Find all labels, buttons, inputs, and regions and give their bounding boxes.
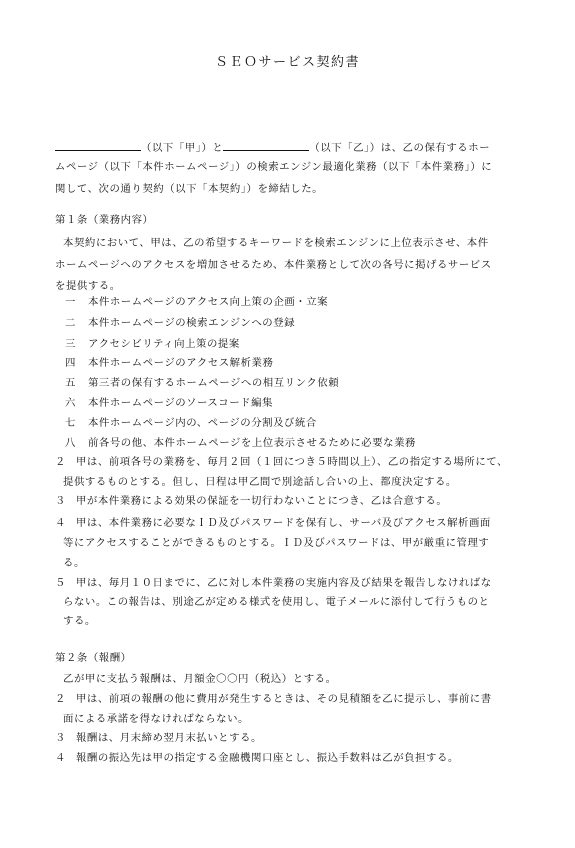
item-number: 四 bbox=[65, 357, 76, 369]
item-text: 本件ホームページのアクセス解析業務 bbox=[87, 357, 274, 369]
item-number: 六 bbox=[65, 397, 76, 409]
item-number: 三 bbox=[65, 338, 76, 350]
article-1-item bbox=[65, 376, 339, 390]
article-1-clause-5 bbox=[55, 576, 492, 590]
article-1-line: を提供する。 bbox=[55, 280, 121, 292]
article-1-item bbox=[65, 356, 273, 370]
clause-text: 甲は、毎月１０日までに、乙に対し本件業務の実施内容及び結果を報告しなければな bbox=[75, 577, 492, 589]
item-text: 前各号の他、本件ホームページを上位表示させるために必要な業務 bbox=[87, 437, 416, 449]
clause-text: 甲は、前項各号の業務を、毎月２回（１回につき５時間以上）、乙の指定する場所にて、 bbox=[75, 456, 508, 468]
article-1-heading: 第１条（業務内容） bbox=[55, 214, 154, 226]
item-text: 第三者の保有するホームページへの相互リンク依頼 bbox=[87, 377, 340, 389]
clause-number: ４ bbox=[55, 517, 66, 529]
clause-continuation: らない。この報告は、別途乙が定める様式を使用し、電子メールに添付して行うものと bbox=[63, 596, 490, 608]
preamble-text-1a: （以下「甲」）と bbox=[141, 142, 224, 154]
article-1-clause-3 bbox=[55, 494, 447, 508]
item-text: 本件ホームページのアクセス向上策の企画・立案 bbox=[87, 296, 329, 308]
clause-text: 甲は、本件業務に必要なＩＤ及びパスワードを保有し、サーバ及びアクセス解析画面 bbox=[75, 517, 491, 529]
item-number: 一 bbox=[65, 296, 76, 308]
clause-continuation: る。 bbox=[63, 557, 85, 569]
item-number: 八 bbox=[65, 437, 76, 449]
item-number: 二 bbox=[65, 317, 76, 329]
item-text: 本件ホームページのソースコード編集 bbox=[87, 397, 274, 409]
article-1-item bbox=[65, 436, 416, 450]
clause-continuation: 面による承諾を得なければならない。 bbox=[63, 713, 249, 725]
article-2-clause-2 bbox=[55, 692, 492, 706]
clause-number: ２ bbox=[55, 456, 66, 468]
clause-continuation: 提供するものとする。但し、日程は甲乙間で別途話し合いの上、都度決定する。 bbox=[63, 476, 457, 488]
clause-number: ２ bbox=[55, 693, 66, 705]
preamble-line-2: ムページ（以下「本件ホームページ」）の検索エンジン最適化業務（以下「本件業務」）に bbox=[55, 161, 493, 173]
clause-text: 甲が本件業務による効果の保証を一切行わないことにつき、乙は合意する。 bbox=[75, 495, 448, 507]
clause-number: ３ bbox=[55, 495, 66, 507]
clause-text: 報酬は、月末締め翌月末払いとする。 bbox=[75, 732, 262, 744]
article-2-clause-3 bbox=[55, 731, 262, 745]
article-2-heading: 第２条（報酬） bbox=[55, 652, 132, 664]
article-2-line: 乙が甲に支払う報酬は、月額金〇〇円（税込）とする。 bbox=[63, 673, 337, 685]
clause-number: ５ bbox=[55, 577, 66, 589]
article-1-clause-4 bbox=[55, 516, 491, 530]
document-title: ＳＥＯサービス契約書 bbox=[214, 55, 360, 70]
article-1-line: 本契約において、甲は、乙の希望するキーワードを検索エンジンに上位表示させ、本件 bbox=[63, 237, 489, 249]
preamble-line-1 bbox=[55, 140, 490, 155]
clause-text: 甲は、前項の報酬の他に費用が発生するときは、その見積額を乙に提示し、事前に書 bbox=[75, 693, 492, 705]
clause-continuation: 等にアクセスすることができるものとする。ＩＤ及びパスワードは、甲が厳重に管理す bbox=[63, 537, 490, 549]
article-1-item bbox=[65, 316, 295, 330]
article-1-item bbox=[65, 396, 273, 410]
article-1-clause-2 bbox=[55, 455, 508, 469]
item-text: 本件ホームページの検索エンジンへの登録 bbox=[87, 317, 296, 329]
clause-text: 報酬の振込先は甲の指定する金融機関口座とし、振込手数料は乙が負担する。 bbox=[75, 752, 459, 764]
party-b-blank bbox=[223, 140, 309, 151]
item-text: 本件ホームページ内の、ページの分割及び統合 bbox=[87, 417, 317, 429]
clause-continuation: する。 bbox=[63, 615, 96, 627]
article-1-line: ホームページへのアクセスを増加させるため、本件業務として次の各号に掲げるサービス bbox=[55, 259, 492, 271]
item-number: 五 bbox=[65, 377, 76, 389]
article-1-item bbox=[65, 337, 240, 351]
preamble-text-1b: （以下「乙」）は、乙の保有するホー bbox=[309, 142, 491, 154]
preamble-line-3: 関して、次の通り契約（以下「本契約」）を締結した。 bbox=[55, 183, 324, 195]
item-text: アクセシビリティ向上策の提案 bbox=[87, 338, 240, 350]
clause-number: ４ bbox=[55, 752, 66, 764]
clause-number: ３ bbox=[55, 732, 66, 744]
article-2-clause-4 bbox=[55, 751, 459, 765]
party-a-blank bbox=[55, 140, 141, 151]
article-1-item bbox=[65, 295, 328, 309]
item-number: 七 bbox=[65, 417, 76, 429]
article-1-item bbox=[65, 416, 317, 430]
